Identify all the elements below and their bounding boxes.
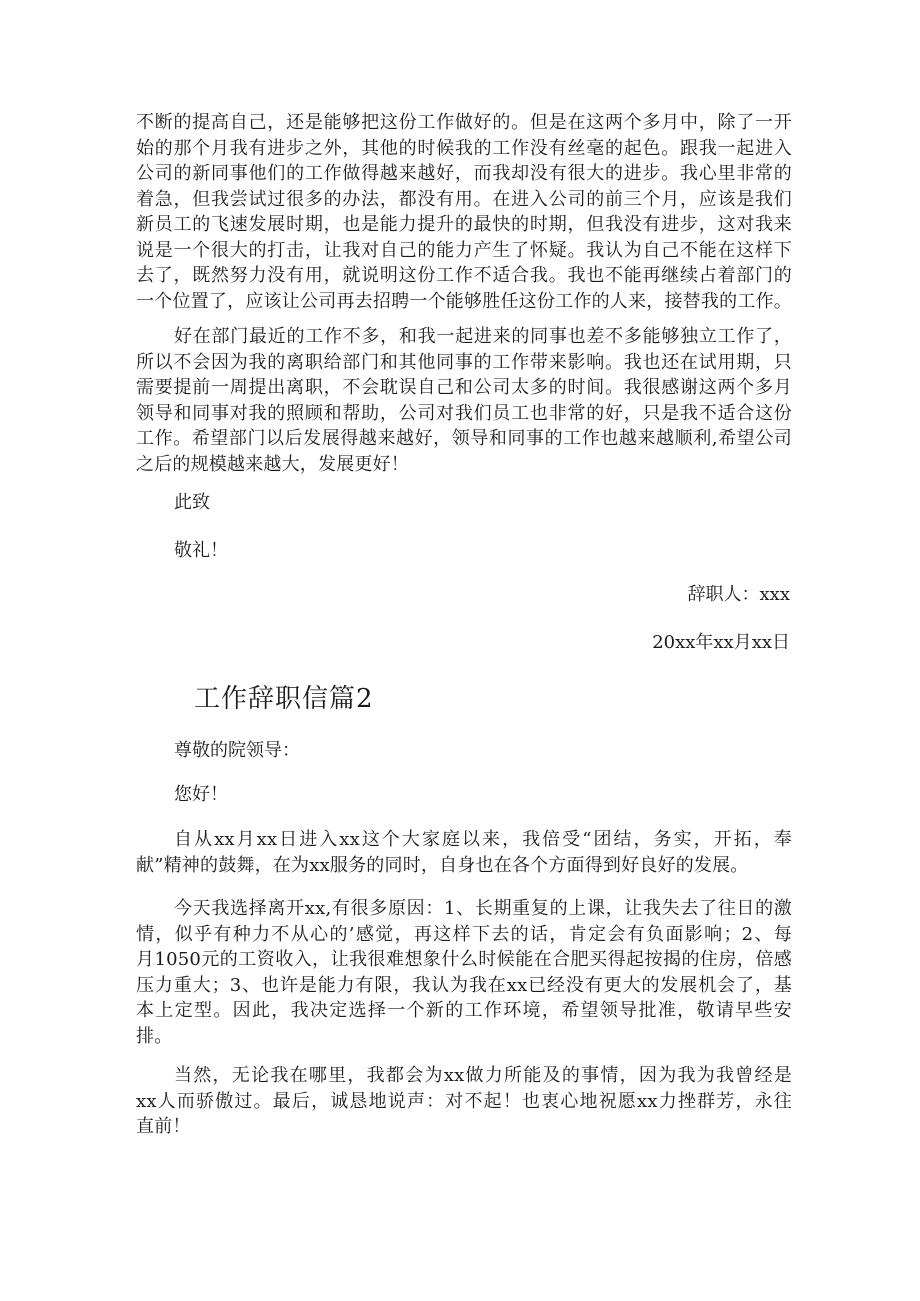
letter2-para3-line2: xx人而骄傲过。最后，诚恳地说声：对不起！也衷心地祝愿xx力挫群芳，永往 — [136, 1091, 792, 1112]
letter1-para1-line7: 去了，既然努力没有用，就说明这份工作不适合我。我也不能再继续占着部门的 — [136, 265, 792, 286]
letter2-para3-line3: 直前！ — [136, 1116, 191, 1137]
letter2-para2-line6: 排。 — [136, 1026, 173, 1047]
letter1-para1-line2: 始的那个月我有进步之外，其他的时候我的工作没有丝毫的起色。跟我一起进入 — [136, 138, 792, 159]
letter1-para2-line6: 之后的规模越来越大，发展更好！ — [136, 454, 409, 475]
greeting: 您好！ — [174, 784, 228, 805]
letter2-para3-line1: 当然，无论我在哪里，我都会为xx做力所能及的事情，因为我为我曾经是 — [174, 1065, 792, 1086]
letter2-para2-line3: 月1050元的工资收入，让我很难想象什么时候能在合肥买得起按揭的住房，倍感 — [136, 949, 792, 970]
letter2-para2-line5: 本上定型。因此，我决定选择一个新的工作环境，希望领导批准，敬请早些安 — [136, 1000, 792, 1021]
letter2-para2-line4: 压力重大；3、也许是能力有限，我认为我在xx已经没有更大的发展机会了，基 — [136, 975, 792, 996]
letter1-para2-line1: 好在部门最近的工作不多，和我一起进来的同事也差不多能够独立工作了， — [174, 326, 792, 347]
letter1-para2-line2: 所以不会因为我的离职给部门和其他同事的工作带来影响。我也还在试用期，只 — [136, 352, 792, 373]
section-title: 工作辞职信篇2 — [194, 684, 374, 714]
letter2-para1-line1: 自从xx月xx日进入xx这个大家庭以来，我倍受“团结，务实，开拓，奉 — [174, 829, 792, 850]
closing-jingli: 敬礼！ — [174, 540, 228, 561]
letter2-para2-line2: 情，似乎有种力不从心的’感觉，再这样下去的话，肯定会有负面影响；2、每 — [136, 924, 792, 945]
letter2-para2-line1: 今天我选择离开xx,有很多原因：1、长期重复的上课，让我失去了往日的激 — [174, 898, 792, 919]
letter1-para1-line1: 不断的提高自己，还是能够把这份工作做好的。但是在这两个多月中，除了一开 — [136, 112, 792, 133]
salutation: 尊敬的院领导： — [174, 740, 300, 761]
letter2-para1-line2: 献”精神的鼓舞，在为xx服务的同时，自身也在各个方面得到好良好的发展。 — [136, 855, 749, 876]
letter1-para2-line4: 领导和同事对我的照顾和帮助，公司对我们员工也非常的好，只是我不适合这份 — [136, 403, 792, 424]
letter1-para1-line4: 着急，但我尝试过很多的办法，都没有用。在进入公司的前三个月，应该是我们 — [136, 189, 792, 210]
letter1-para1-line5: 新员工的飞速发展时期，也是能力提升的最快的时期，但我没有进步，这对我来 — [136, 214, 792, 235]
letter1-para2-line5: 工作。希望部门以后发展得越来越好，领导和同事的工作也越来越顺利,希望公司 — [136, 428, 792, 449]
signer: 辞职人：xxx — [687, 584, 790, 605]
date: 20xx年xx月xx日 — [652, 632, 790, 653]
letter1-para1-line8: 一个位置了，应该让公司再去招聘一个能够胜任这份工作的人来，接替我的工作。 — [136, 291, 792, 312]
letter1-para2-line3: 需要提前一周提出离职，不会耽误自己和公司太多的时间。我很感谢这两个多月 — [136, 377, 792, 398]
letter1-para1-line6: 说是一个很大的打击，让我对自己的能力产生了怀疑。我认为自己不能在这样下 — [136, 240, 792, 261]
closing-cizhi: 此致 — [174, 492, 210, 513]
letter1-para1-line3: 公司的新同事他们的工作做得越来越好，而我却没有很大的进步。我心里非常的 — [136, 163, 792, 184]
